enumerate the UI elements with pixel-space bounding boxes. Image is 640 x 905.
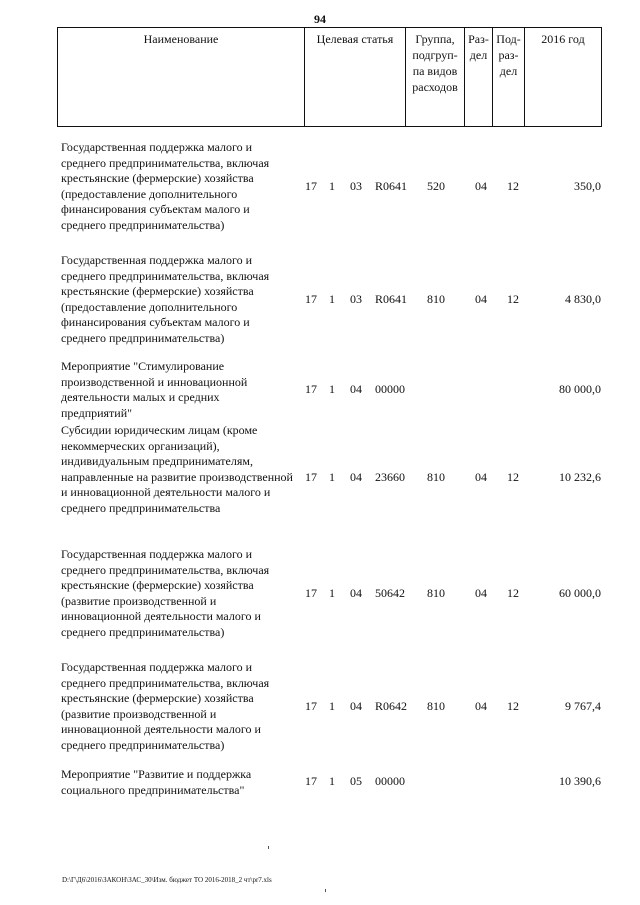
table-row — [57, 660, 602, 754]
target-code: 00000 — [375, 774, 405, 788]
target-event: 04 — [350, 586, 362, 600]
expense-group: 810 — [427, 292, 445, 306]
header-subsection-line: дел — [499, 64, 518, 78]
target-code: R0641 — [375, 292, 408, 306]
section: 04 — [475, 586, 487, 600]
header-subsection-line: Под- — [496, 32, 521, 46]
page-number: 94 — [314, 12, 326, 26]
expense-group: 810 — [427, 470, 445, 484]
section: 04 — [475, 292, 487, 306]
subsection: 12 — [507, 586, 519, 600]
target-subprogram: 1 — [329, 699, 335, 713]
amount-2016: 4 830,0 — [565, 292, 601, 306]
target-event: 05 — [350, 774, 362, 788]
table-row — [57, 359, 602, 421]
table-row — [57, 140, 602, 234]
target-program: 17 — [305, 586, 317, 600]
header-group-line: Группа, — [415, 32, 455, 46]
target-program: 17 — [305, 774, 317, 788]
row-name: Государственная поддержка малого и среднего предпринимательства, включая крестьянские (фермерские) хозяйства (предоставление дополнительного финансирования субъектам малого и среднего предпринимательства) — [61, 253, 270, 345]
row-name: Государственная поддержка малого и среднего предпринимательства, включая крестьянские (фермерские) хозяйства (развитие производственной и инновационной деятельности малого и среднего предпринимательства) — [61, 660, 270, 752]
row-name: Мероприятие "Стимулирование производственной и инновационной деятельности малых и средних предприятий" — [61, 359, 248, 420]
footer-file-path: D:\Г\Д6\2016\ЗАКОН\ЗАС_30\Изм. бюджет ТО 2016-2018_2 чт\pr7.xls — [62, 876, 272, 884]
target-program: 17 — [305, 179, 317, 193]
amount-2016: 10 390,6 — [559, 774, 601, 788]
header-section-line: дел — [469, 48, 488, 62]
target-event: 04 — [350, 699, 362, 713]
row-name: Государственная поддержка малого и среднего предпринимательства, включая крестьянские (фермерские) хозяйства (развитие производственной и инновационной деятельности малого и среднего предпринимательства) — [61, 547, 270, 639]
section: 04 — [475, 470, 487, 484]
target-subprogram: 1 — [329, 470, 335, 484]
expense-group: 810 — [427, 586, 445, 600]
amount-2016: 80 000,0 — [559, 382, 601, 396]
subsection: 12 — [507, 470, 519, 484]
target-subprogram: 1 — [329, 292, 335, 306]
target-subprogram: 1 — [329, 774, 335, 788]
header-year: 2016 год — [541, 32, 585, 46]
expense-group: 810 — [427, 699, 445, 713]
row-name: Мероприятие "Развитие и поддержка социального предпринимательства" — [61, 767, 252, 797]
target-subprogram: 1 — [329, 586, 335, 600]
expense-group: 520 — [427, 179, 445, 193]
target-program: 17 — [305, 470, 317, 484]
amount-2016: 10 232,6 — [559, 470, 601, 484]
subsection: 12 — [507, 179, 519, 193]
table-header — [57, 27, 602, 127]
target-code: 50642 — [375, 586, 405, 600]
header-section-line: Раз- — [468, 32, 489, 46]
table-row — [57, 547, 602, 641]
section: 04 — [475, 699, 487, 713]
header-subsection-line: раз- — [498, 48, 519, 62]
amount-2016: 60 000,0 — [559, 586, 601, 600]
target-code: 23660 — [375, 470, 405, 484]
subsection: 12 — [507, 292, 519, 306]
target-program: 17 — [305, 699, 317, 713]
header-name: Наименование — [58, 28, 305, 126]
row-name: Субсидии юридическим лицам (кроме некоммерческих организаций), индивидуальным предпринимателям, направленные на развитие производственной и инновационной деятельности малого и среднего предпринимательства — [61, 423, 293, 515]
target-code: 00000 — [375, 382, 405, 396]
header-group-line: подгруп- — [412, 48, 458, 62]
target-event: 04 — [350, 470, 362, 484]
table-row — [57, 423, 602, 517]
header-target: Целевая статья — [305, 28, 406, 126]
target-event: 04 — [350, 382, 362, 396]
header-section — [465, 28, 493, 126]
table-row — [57, 253, 602, 347]
header-group — [406, 28, 465, 126]
table-row — [57, 767, 602, 799]
row-name: Государственная поддержка малого и среднего предпринимательства, включая крестьянские (фермерские) хозяйства (предоставление дополнительного финансирования субъектам малого и среднего предпринимательства) — [61, 140, 270, 232]
amount-2016: 350,0 — [574, 179, 601, 193]
target-code: R0641 — [375, 179, 408, 193]
header-group-line: па видов — [412, 64, 458, 78]
target-program: 17 — [305, 382, 317, 396]
scan-speck — [325, 889, 326, 892]
scan-speck — [268, 846, 269, 849]
target-subprogram: 1 — [329, 179, 335, 193]
target-event: 03 — [350, 179, 362, 193]
amount-2016: 9 767,4 — [565, 699, 601, 713]
section: 04 — [475, 179, 487, 193]
header-subsection — [493, 28, 525, 126]
subsection: 12 — [507, 699, 519, 713]
target-event: 03 — [350, 292, 362, 306]
target-subprogram: 1 — [329, 382, 335, 396]
target-code: R0642 — [375, 699, 408, 713]
target-program: 17 — [305, 292, 317, 306]
header-group-line: расходов — [412, 80, 458, 94]
